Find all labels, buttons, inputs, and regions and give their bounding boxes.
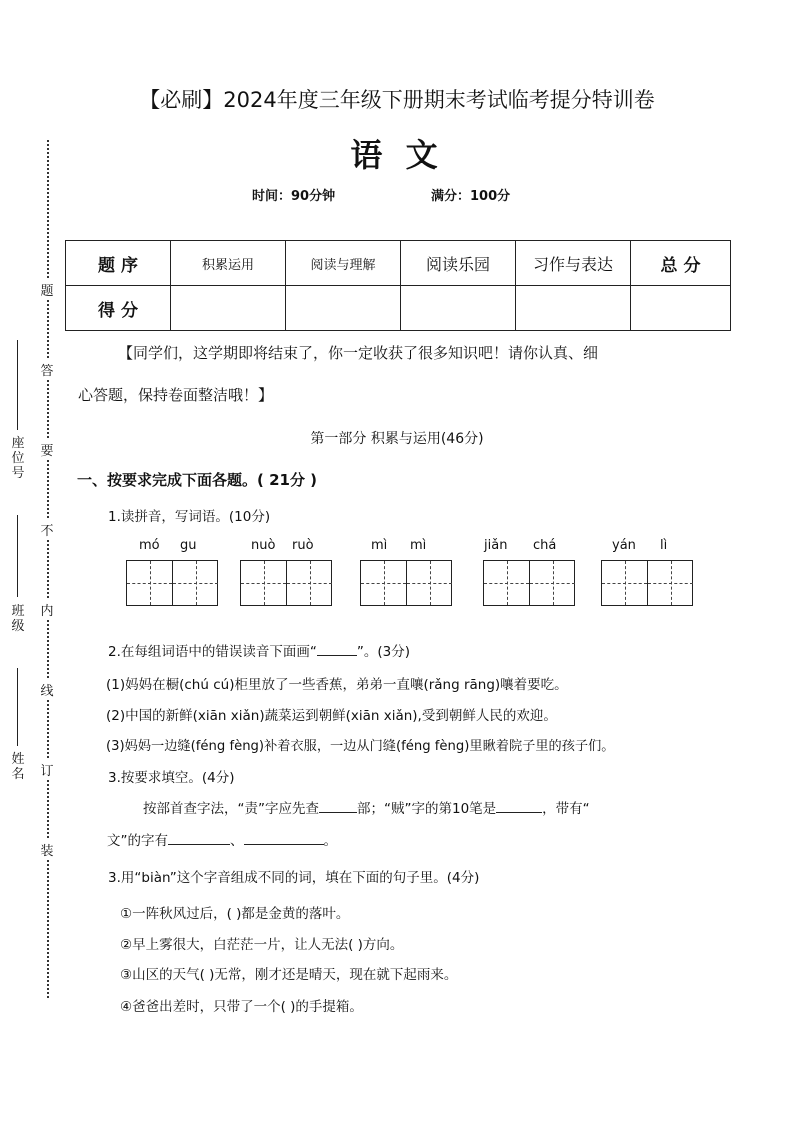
- pinyin: yán: [612, 538, 636, 553]
- score-table: [65, 240, 731, 331]
- score-table-score-row: [66, 286, 731, 331]
- side-label-char: 号: [11, 466, 25, 481]
- question-3-label: 3.按要求填空。(4分): [108, 770, 235, 786]
- fill-blank[interactable]: [244, 844, 324, 845]
- binding-dotted-line: [47, 140, 49, 998]
- pinyin: gu: [180, 538, 197, 553]
- name-label: [8, 752, 28, 782]
- question-1-label: 1.读拼音，写词语。(10分): [108, 509, 271, 525]
- question-2-item: (3)妈妈一边缝(féng fèng)补着衣服，一边从门缝(féng fèng)里瞅着院子里的孩子们。: [106, 739, 615, 754]
- row-label-score: 得 分: [66, 286, 171, 331]
- writing-cell[interactable]: [241, 561, 286, 605]
- intro-line-1: 【同学们，这学期即将结束了，你一定收获了很多知识吧！请你认真、细: [118, 344, 599, 362]
- tianzige-box[interactable]: [601, 560, 693, 606]
- margin-char-xian: 线: [39, 680, 55, 699]
- pinyin: lì: [660, 538, 668, 553]
- writing-cell[interactable]: [484, 561, 529, 605]
- class-line: [17, 515, 18, 597]
- side-label-char: 位: [11, 451, 25, 466]
- pinyin: mì: [371, 538, 388, 553]
- question-4-label: 3.用“biàn”这个字音组成不同的词，填在下面的句子里。(4分): [108, 870, 480, 886]
- exam-title: 【必刷】2024年度三年级下册期末考试临考提分特训卷: [139, 88, 655, 112]
- side-label-char: 座: [11, 436, 25, 451]
- score-cell[interactable]: [171, 286, 286, 331]
- writing-cell[interactable]: [361, 561, 406, 605]
- tianzige-box[interactable]: [360, 560, 452, 606]
- name-text: [8, 752, 28, 782]
- question-4-item: ②早上雾很大，白茫茫一片，让人无法( )方向。: [120, 937, 404, 953]
- time-limit: 时间：90分钟: [252, 189, 336, 204]
- pinyin: nuò: [251, 538, 276, 553]
- tianzige-box[interactable]: [483, 560, 575, 606]
- margin-char-da: 答: [39, 360, 55, 379]
- underline-sample: [317, 655, 357, 656]
- writing-cell[interactable]: [602, 561, 647, 605]
- margin-char-nei: 内: [39, 600, 55, 619]
- score-cell[interactable]: [401, 286, 516, 331]
- q3-text: 。: [323, 833, 337, 849]
- question-2-label: [108, 640, 410, 660]
- section-one-heading: 一、按要求完成下面各题。( 21分 ): [77, 471, 318, 489]
- writing-cell[interactable]: [406, 561, 452, 605]
- pinyin: jiǎn: [484, 538, 508, 553]
- header-reading-comprehension: 阅读与理解: [286, 241, 401, 286]
- q3-text: 、: [230, 833, 244, 849]
- pinyin: ruò: [292, 538, 314, 553]
- score-table-header-row: [66, 241, 731, 286]
- side-label-char: 班: [11, 604, 25, 619]
- question-2-label-start: 2.在每组词语中的错误读音下面画“: [108, 644, 317, 660]
- seat-number-line: [17, 340, 18, 430]
- question-4-item: ④爸爸出差时，只带了一个( )的手提箱。: [120, 999, 363, 1015]
- question-3-line-2: [107, 829, 337, 849]
- header-accumulation: 积累运用: [171, 241, 286, 286]
- subject-title: 语 文: [350, 136, 444, 174]
- full-score: 满分：100分: [431, 189, 511, 204]
- margin-char-ding: 订: [39, 760, 55, 779]
- margin-char-ti: 题: [39, 280, 55, 299]
- score-cell[interactable]: [516, 286, 631, 331]
- fill-blank[interactable]: [496, 812, 542, 813]
- question-4-item: ③山区的天气( )无常，刚才还是晴天，现在就下起雨来。: [120, 967, 458, 983]
- writing-cell[interactable]: [172, 561, 218, 605]
- pinyin: chá: [533, 538, 557, 553]
- score-cell[interactable]: [286, 286, 401, 331]
- intro-line-2: 心答题，保持卷面整洁哦！】: [78, 386, 274, 404]
- score-cell[interactable]: [631, 286, 731, 331]
- part-one-heading: 第一部分 积累与运用(46分): [310, 431, 484, 447]
- writing-cell[interactable]: [647, 561, 693, 605]
- q3-text: ，带有“: [542, 801, 590, 817]
- tianzige-box[interactable]: [240, 560, 332, 606]
- q3-text: 文”的字有: [107, 833, 168, 849]
- pinyin: mó: [139, 538, 160, 553]
- margin-char-yao: 要: [39, 440, 55, 459]
- question-4-item: ①一阵秋风过后，( )都是金黄的落叶。: [120, 906, 350, 922]
- name-line: [17, 668, 18, 746]
- q3-text: 按部首查字法，“责”字应先查: [143, 801, 319, 817]
- side-label-char: 名: [11, 767, 25, 782]
- class-text: [8, 604, 28, 634]
- margin-char-bu: 不: [39, 520, 55, 539]
- margin-char-zhuang: 装: [39, 840, 55, 859]
- header-writing: 习作与表达: [516, 241, 631, 286]
- writing-cell[interactable]: [127, 561, 172, 605]
- header-total: 总 分: [631, 241, 731, 286]
- question-3-line-1: [143, 797, 590, 817]
- tianzige-box[interactable]: [126, 560, 218, 606]
- fill-blank[interactable]: [168, 844, 230, 845]
- question-2-label-end: ”。(3分): [356, 644, 410, 660]
- q3-text: 部；“贼”字的第10笔是: [357, 801, 497, 817]
- question-2-item: (1)妈妈在橱(chú cú)柜里放了一些香蕉，弟弟一直嚷(rǎng rāng)嚷着要吃。: [106, 677, 568, 693]
- class-label: [8, 604, 28, 634]
- header-reading-garden: 阅读乐园: [401, 241, 516, 286]
- writing-cell[interactable]: [529, 561, 575, 605]
- question-2-item: (2)中国的新鲜(xiān xiǎn)蔬菜运到朝鲜(xiān xiǎn),受到朝鲜人民的欢迎。: [106, 708, 557, 724]
- writing-cell[interactable]: [286, 561, 332, 605]
- side-label-char: 级: [11, 619, 25, 634]
- side-label-char: 姓: [11, 752, 25, 767]
- pinyin: mì: [410, 538, 427, 553]
- header-question-order: 题 序: [66, 241, 171, 286]
- fill-blank[interactable]: [319, 812, 357, 813]
